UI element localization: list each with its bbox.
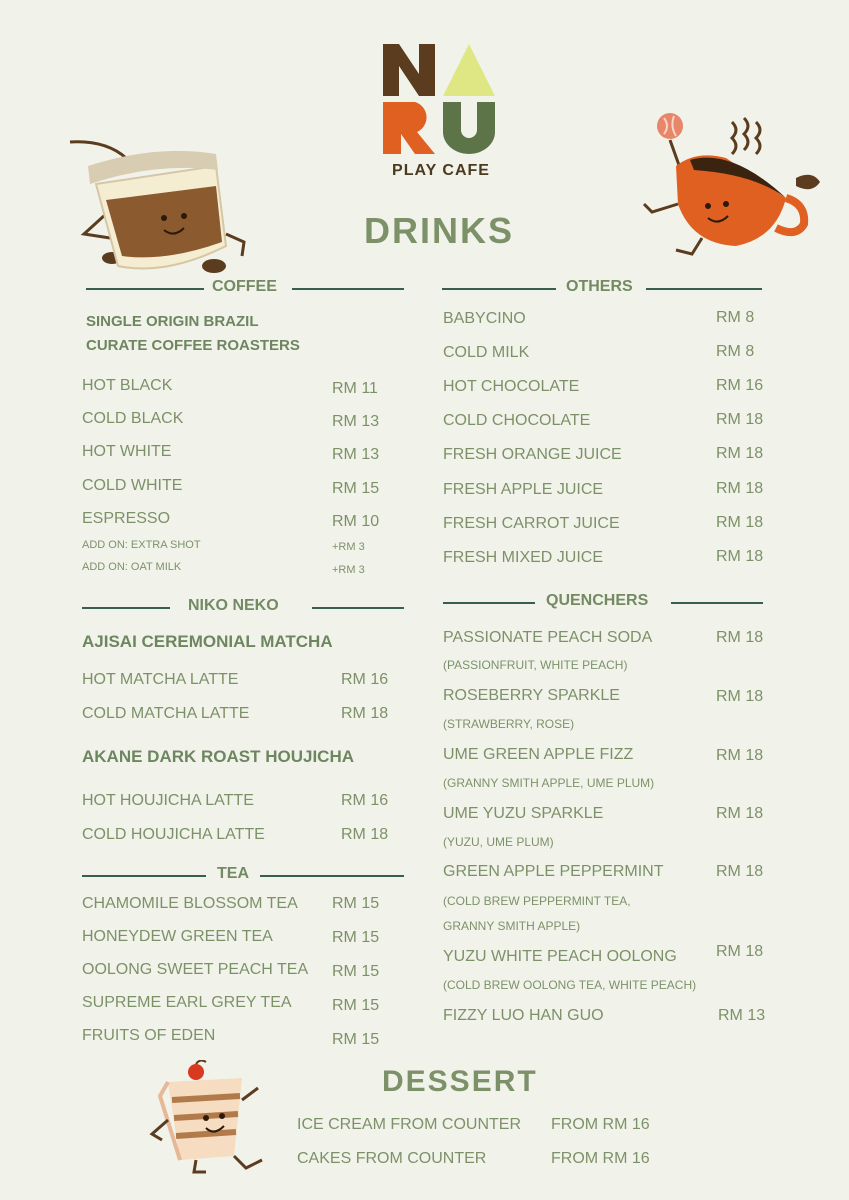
hot-coffee-cup-icon: [636, 108, 824, 268]
menu-item-price: RM 15: [332, 1031, 380, 1048]
coffee-origin-line-1: SINGLE ORIGIN BRAZIL: [86, 313, 259, 330]
menu-item-price: RM 16: [341, 792, 389, 809]
quenchers-section-header: [443, 592, 763, 612]
menu-item-price: RM 16: [341, 671, 389, 688]
menu-item-note: (PASSIONFRUIT, WHITE PEACH): [443, 658, 628, 672]
menu-item-price: RM 18: [716, 514, 764, 531]
menu-item-name: UME YUZU SPARKLE: [443, 805, 604, 822]
menu-item-price: RM 8: [716, 343, 755, 360]
menu-item-price: RM 11: [332, 380, 378, 397]
logo-letter-u: [443, 102, 495, 154]
menu-item-note: (STRAWBERRY, ROSE): [443, 717, 575, 731]
addon-name: ADD ON: EXTRA SHOT: [82, 539, 201, 551]
menu-item-name: BABYCINO: [443, 310, 526, 327]
menu-item-price: RM 18: [716, 480, 764, 497]
menu-item-name: GREEN APPLE PEPPERMINT: [443, 863, 664, 880]
menu-item-name: COLD BLACK: [82, 410, 184, 427]
menu-item-name: OOLONG SWEET PEACH TEA: [82, 961, 309, 978]
menu-item-price: RM 15: [332, 929, 380, 946]
niko-neko-heading: NIKO NEKO: [188, 597, 279, 614]
iced-coffee-cup-icon: [66, 126, 266, 278]
menu-item-name: FRUITS OF EDEN: [82, 1027, 216, 1044]
menu-item-name: SUPREME EARL GREY TEA: [82, 994, 292, 1011]
menu-item-name: FRESH CARROT JUICE: [443, 515, 620, 532]
cake-slice-icon: [146, 1060, 282, 1176]
menu-item-price: RM 13: [332, 446, 380, 463]
menu-item-name: ICE CREAM FROM COUNTER: [297, 1116, 521, 1133]
menu-item-name: COLD WHITE: [82, 477, 183, 494]
menu-item-note: (COLD BREW OOLONG TEA, WHITE PEACH): [443, 978, 697, 992]
tea-section-header: [82, 865, 404, 885]
menu-item-name: PASSIONATE PEACH SODA: [443, 629, 653, 646]
menu-item-name: ROSEBERRY SPARKLE: [443, 687, 620, 704]
menu-item-price: RM 15: [332, 480, 380, 497]
menu-item-name: HOT HOUJICHA LATTE: [82, 792, 254, 809]
brand-tagline: PLAY CAFE: [392, 162, 490, 179]
matcha-title: AJISAI CEREMONIAL MATCHA: [82, 632, 333, 651]
others-heading: OTHERS: [566, 278, 633, 295]
logo-letter-r: [383, 102, 435, 154]
menu-item-price: RM 18: [341, 705, 389, 722]
menu-item-name: COLD CHOCOLATE: [443, 412, 591, 429]
menu-item-price: RM 13: [332, 413, 380, 430]
menu-item-name: HOT MATCHA LATTE: [82, 671, 239, 688]
menu-item-price: RM 18: [716, 747, 764, 764]
logo-letter-n: [383, 44, 435, 96]
others-section-header: [442, 278, 762, 298]
tea-heading: TEA: [217, 865, 249, 882]
menu-item-name: CAKES FROM COUNTER: [297, 1150, 487, 1167]
drinks-title: DRINKS: [364, 210, 515, 251]
houjicha-title: AKANE DARK ROAST HOUJICHA: [82, 747, 355, 766]
dessert-title: DESSERT: [382, 1065, 538, 1098]
menu-item-price: RM 15: [332, 963, 380, 980]
menu-item-price: RM 15: [332, 895, 380, 912]
menu-item-name: HOT CHOCOLATE: [443, 378, 580, 395]
coffee-heading: COFFEE: [212, 278, 277, 295]
menu-item-name: YUZU WHITE PEACH OOLONG: [443, 948, 677, 965]
menu-item-name: COLD MILK: [443, 344, 530, 361]
menu-item-name: FRESH ORANGE JUICE: [443, 446, 622, 463]
addon-price: +RM 3: [332, 564, 365, 576]
menu-item-price: RM 18: [341, 826, 389, 843]
niko-neko-section-header: [82, 597, 404, 617]
menu-item-name: ESPRESSO: [82, 510, 171, 527]
menu-item-price: RM 18: [716, 411, 764, 428]
coffee-origin-line-2: CURATE COFFEE ROASTERS: [86, 337, 300, 354]
menu-item-name: COLD HOUJICHA LATTE: [82, 826, 265, 843]
menu-item-price: RM 18: [716, 805, 764, 822]
menu-item-note: (YUZU, UME PLUM): [443, 835, 554, 849]
menu-item-note: (COLD BREW PEPPERMINT TEA,: [443, 894, 631, 908]
menu-item-note: (GRANNY SMITH APPLE, UME PLUM): [443, 776, 655, 790]
menu-item-name: UME GREEN APPLE FIZZ: [443, 746, 634, 763]
menu-item-name: CHAMOMILE BLOSSOM TEA: [82, 895, 298, 912]
addon-price: +RM 3: [332, 541, 365, 553]
menu-item-price: RM 18: [716, 445, 764, 462]
menu-item-name: HONEYDEW GREEN TEA: [82, 928, 273, 945]
menu-item-price: RM 18: [716, 629, 764, 646]
logo-letter-a: [443, 44, 495, 96]
menu-item-price: FROM RM 16: [551, 1150, 650, 1167]
menu-item-price: RM 15: [332, 997, 380, 1014]
menu-item-name: FIZZY LUO HAN GUO: [443, 1007, 604, 1024]
menu-item-note: GRANNY SMITH APPLE): [443, 919, 581, 933]
menu-item-name: COLD MATCHA LATTE: [82, 705, 250, 722]
addon-name: ADD ON: OAT MILK: [82, 561, 182, 573]
menu-item-price: RM 18: [716, 688, 764, 705]
menu-item-price: RM 16: [716, 377, 764, 394]
menu-item-price: FROM RM 16: [551, 1116, 650, 1133]
menu-item-price: RM 18: [716, 943, 764, 960]
menu-item-name: HOT WHITE: [82, 443, 172, 460]
menu-item-price: RM 13: [718, 1007, 766, 1024]
brand-logo: [383, 44, 499, 154]
menu-item-price: RM 10: [332, 513, 380, 530]
menu-item-price: RM 8: [716, 309, 755, 326]
menu-item-price: RM 18: [716, 548, 764, 565]
menu-item-name: FRESH MIXED JUICE: [443, 549, 604, 566]
menu-item-name: HOT BLACK: [82, 377, 173, 394]
menu-item-price: RM 18: [716, 863, 764, 880]
menu-item-name: FRESH APPLE JUICE: [443, 481, 604, 498]
coffee-section-header: [86, 278, 404, 298]
quenchers-heading: QUENCHERS: [546, 592, 649, 609]
